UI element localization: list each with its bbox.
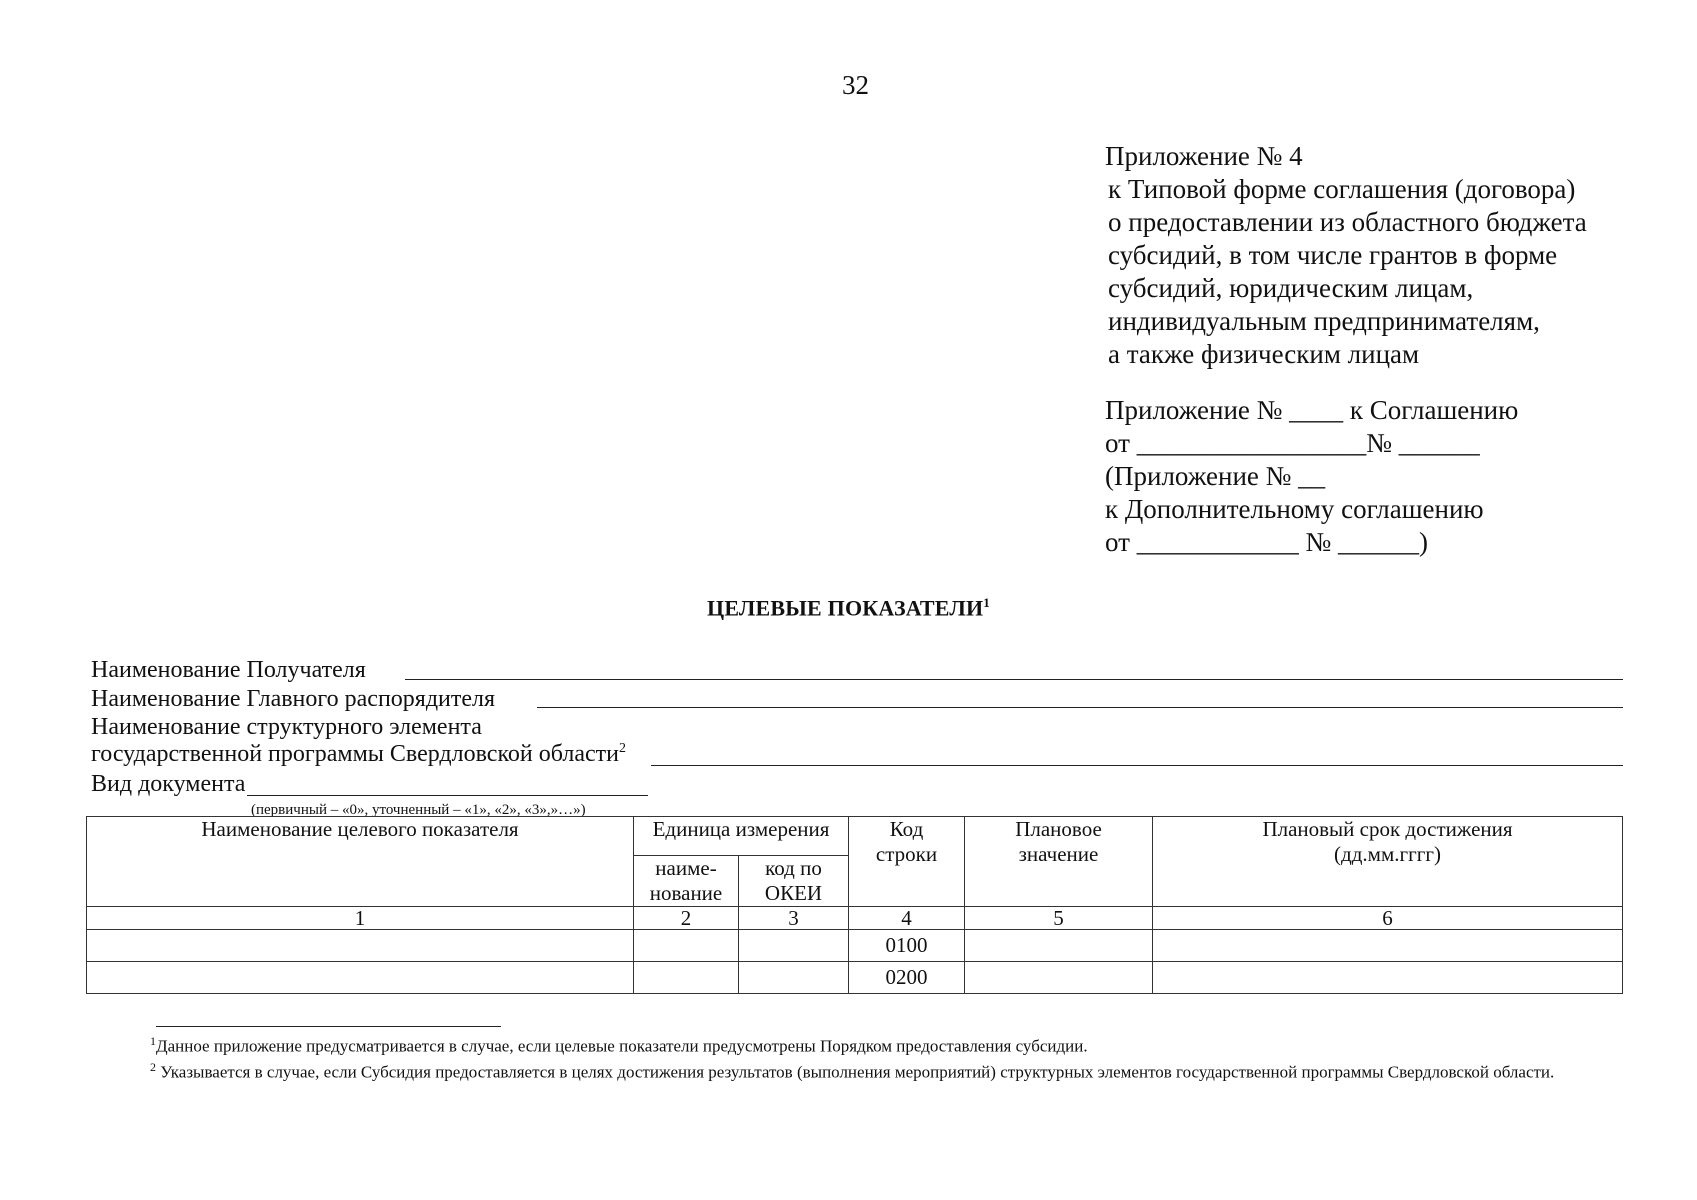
footnote-1 bbox=[150, 1030, 1088, 1058]
column-numbers-row bbox=[87, 907, 1623, 930]
title-footnote-mark: 1 bbox=[983, 595, 990, 610]
header-unit-name bbox=[634, 856, 739, 907]
planned-value-cell[interactable] bbox=[965, 962, 1153, 994]
state-program-footnote-mark: 2 bbox=[618, 741, 626, 756]
header-planned-date-line: (дд.мм.гггг) bbox=[1334, 842, 1441, 866]
row-code-cell: 0100 bbox=[849, 930, 965, 962]
footnote-1-text: Данное приложение предусматривается в случае, если целевые показатели предусмотрены Порядком предоставления субсидии. bbox=[156, 1036, 1088, 1056]
agreement-line: от ____________ № ______) bbox=[1105, 527, 1428, 557]
footnote-1-mark: 1 bbox=[150, 1034, 156, 1048]
recipient-field[interactable] bbox=[405, 679, 1623, 680]
agreement-line: от _________________№ ______ bbox=[1105, 428, 1480, 458]
agreement-block bbox=[1105, 394, 1518, 559]
table-row bbox=[87, 930, 1623, 962]
struct-element-field[interactable] bbox=[651, 765, 1623, 766]
column-number: 4 bbox=[849, 907, 965, 930]
recipient-label: Наименование Получателя bbox=[91, 657, 366, 683]
approval-line: Приложение № 4 bbox=[1105, 141, 1303, 171]
header-unit-name-line: нование bbox=[649, 881, 723, 905]
header-indicator-name: Наименование целевого показателя bbox=[87, 817, 634, 907]
column-number: 3 bbox=[739, 907, 849, 930]
header-planned-date bbox=[1153, 817, 1623, 907]
planned-value-cell[interactable] bbox=[965, 930, 1153, 962]
doc-type-label: Вид документа bbox=[91, 771, 246, 797]
indicator-name-cell[interactable] bbox=[87, 962, 634, 994]
agreement-line: к Дополнительному соглашению bbox=[1105, 494, 1484, 524]
unit-name-cell[interactable] bbox=[634, 930, 739, 962]
title-text: ЦЕЛЕВЫЕ ПОКАЗАТЕЛИ bbox=[707, 595, 984, 621]
indicators-table bbox=[86, 816, 1623, 994]
unit-code-cell[interactable] bbox=[739, 930, 849, 962]
column-number: 1 bbox=[87, 907, 634, 930]
footnote-divider bbox=[156, 1026, 501, 1027]
document-title bbox=[0, 595, 1697, 621]
unit-code-cell[interactable] bbox=[739, 962, 849, 994]
approval-line: субсидий, юридическим лицам, bbox=[1108, 273, 1474, 303]
footnote-2 bbox=[98, 1056, 1628, 1084]
approval-line: субсидий, в том числе грантов в форме bbox=[1108, 240, 1558, 270]
column-number: 5 bbox=[965, 907, 1153, 930]
unit-name-cell[interactable] bbox=[634, 962, 739, 994]
main-manager-field[interactable] bbox=[537, 707, 1623, 708]
approval-line: к Типовой форме соглашения (договора) bbox=[1108, 174, 1576, 204]
planned-date-cell[interactable] bbox=[1153, 930, 1623, 962]
header-planned-value bbox=[965, 817, 1153, 907]
state-program-text: государственной программы Свердловской области bbox=[91, 741, 619, 767]
indicator-name-cell[interactable] bbox=[87, 930, 634, 962]
approval-line: а также физическим лицам bbox=[1108, 339, 1420, 369]
footnote-2-text: Указывается в случае, если Субсидия предоставляется в целях достижения результатов (выполнения мероприятий) структурных элементов государственной программы Свердловской области. bbox=[160, 1062, 1555, 1082]
table-row bbox=[87, 962, 1623, 994]
agreement-line: (Приложение № __ bbox=[1105, 461, 1326, 491]
header-row-code-line: Код bbox=[889, 817, 924, 841]
struct-element-label: Наименование структурного элемента bbox=[91, 714, 482, 740]
agreement-line: Приложение № ____ к Соглашению bbox=[1105, 395, 1519, 425]
header-row-code bbox=[849, 817, 965, 907]
page-number: 32 bbox=[842, 70, 869, 100]
header-unit-name-line: наиме- bbox=[655, 856, 717, 880]
approval-line: о предоставлении из областного бюджета bbox=[1108, 207, 1587, 237]
doc-type-field[interactable] bbox=[247, 795, 648, 796]
header-unit: Единица измерения bbox=[634, 817, 849, 856]
main-manager-label: Наименование Главного распорядителя bbox=[91, 686, 496, 712]
approval-line: индивидуальным предпринимателям, bbox=[1108, 306, 1540, 336]
header-row-code-line: строки bbox=[875, 842, 938, 866]
header-planned-value-line: значение bbox=[1018, 842, 1099, 866]
approval-block bbox=[1105, 140, 1587, 371]
state-program-label bbox=[91, 741, 626, 768]
doc-type-hint: (первичный – «0», уточненный – «1», «2», «3»,»…») bbox=[251, 802, 586, 818]
row-code-cell: 0200 bbox=[849, 962, 965, 994]
planned-date-cell[interactable] bbox=[1153, 962, 1623, 994]
header-unit-code-line: код по bbox=[765, 856, 822, 880]
header-unit-code-line: ОКЕИ bbox=[764, 881, 823, 905]
column-number: 2 bbox=[634, 907, 739, 930]
header-planned-date-line: Плановый срок достижения bbox=[1262, 817, 1513, 841]
header-planned-value-line: Плановое bbox=[1015, 817, 1102, 841]
footnote-2-mark: 2 bbox=[150, 1060, 156, 1074]
header-unit-code bbox=[739, 856, 849, 907]
column-number: 6 bbox=[1153, 907, 1623, 930]
